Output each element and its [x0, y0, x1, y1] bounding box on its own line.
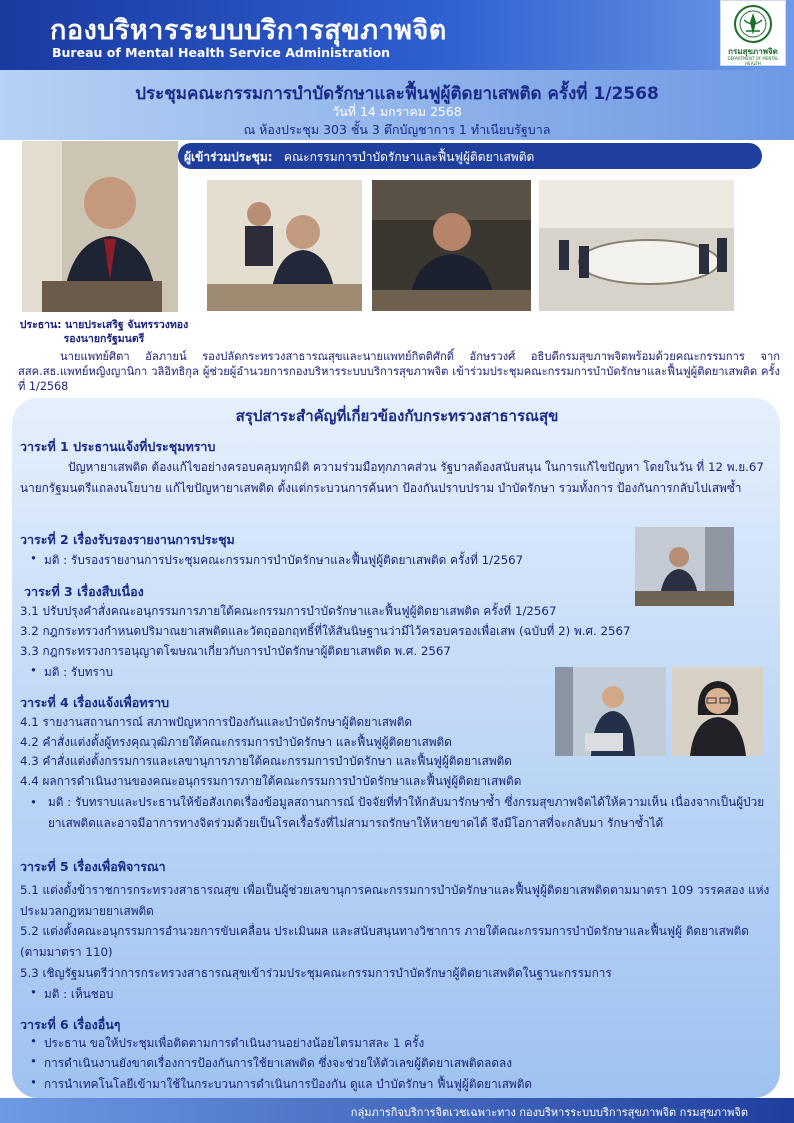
- agenda-3-item-1: 3.1 ปรับปรุงคำสั่งคณะอนุกรรมการภายใต้คณะกรรมการบำบัดรักษาและฟื้นฟูผู้ติดยาเสพติด ครั้งที่ 1/2567: [20, 604, 557, 618]
- agenda-1-text: ปัญหายาเสพติด ต้องแก้ไขอย่างครอบคลุมทุกมิติ ความร่วมมือทุกภาคส่วน รัฐบาลต้องสนับสนุน ในการแก้ไขปัญหา โดยในวัน ที่ 12 พ.ย.67 นายกรัฐมนตรีแถลงนโยบาย แก้ไขปัญหายาเสพติด ตั้งแต่กระบวนการค้นหา ป้องกันปราบปราม บำบัดรักษา รวมทั้งการ ป้องกันการกลับไปเสพซ้ำ: [20, 460, 764, 495]
- photo-conference-room: [539, 180, 734, 311]
- agenda-2-heading: วาระที่ 2 เรื่องรับรองรายงานการประชุม: [20, 532, 235, 547]
- meeting-date: วันที่ 14 มกราคม 2568: [332, 104, 462, 119]
- photo-meeting-attendees: [207, 180, 362, 311]
- attendees-value: คณะกรรมการบำบัดรักษาและฟื้นฟูผู้ติดยาเสพติด: [284, 150, 535, 164]
- agenda-5-item-1: 5.1 แต่งตั้งข้าราชการกระทรวงสาธารณสุข เพื่อเป็นผู้ช่วยเลขานุการคณะกรรมการบำบัดรักษาและฟื้นฟูผู้ติดยาเสพติดตามมาตรา 109 วรรคสอง แห่งประมวลกฎหมายยาเสพติด: [20, 883, 770, 918]
- agenda-3-resolution: • มติ : รับทราบ: [30, 663, 113, 682]
- footer-text: กลุ่มภารกิจบริการจิตเวชเฉพาะทาง กองบริหารระบบบริการสุขภาพจิต กรมสุขภาพจิต: [350, 1106, 748, 1119]
- summary-title: สรุปสาระสำคัญที่เกี่ยวข้องกับกระทรวงสาธารณสุข: [235, 407, 559, 425]
- agenda-5-item-3: 5.3 เชิญรัฐมนตรีว่าการกระทรวงสาธารณสุขเข้าร่วมประชุมคณะกรรมการบำบัดรักษาผู้ติดยาเสพติดในฐานะกรรมการ: [20, 966, 612, 980]
- agenda-4-item-2: 4.2 คำสั่งแต่งตั้งผู้ทรงคุณวุฒิภายใต้คณะกรรมการบำบัดรักษา และฟื้นฟูผู้ติดยาเสพติด: [20, 735, 452, 749]
- chair-position: รองนายกรัฐมนตรี: [63, 333, 145, 345]
- agenda-3-item-2: 3.2 กฎกระทรวงกำหนดปริมาณยาเสพติดและวัตถุออกฤทธิ์ที่ให้สันนิษฐานว่ามีไว้ครอบครองเพื่อเสพ (ฉบับที่ 2) พ.ศ. 2567: [20, 624, 631, 638]
- agenda-6-bullet-1: • ประธาน ขอให้ประชุมเพื่อติดตามการดำเนินงานอย่างน้อยไตรมาสละ 1 ครั้ง: [30, 1034, 424, 1053]
- department-logo: [720, 0, 786, 66]
- meeting-venue: ณ ห้องประชุม 303 ชั้น 3 ตึกบัญชาการ 1 ทำเนียบรัฐบาล: [243, 122, 551, 137]
- agenda-5-item-2: 5.2 แต่งตั้งคณะอนุกรรมการอำนวยการขับเคลื่อน ประเมินผล และสนับสนุนทางวิชาการ ภายใต้คณะกรรมการบำบัดรักษาและฟื้นฟูผู้ ติดยาเสพติด (ตามมาตรา 110): [20, 924, 749, 959]
- photo-young-man-laptop: [555, 667, 666, 756]
- lotus-seal-icon: [731, 4, 775, 44]
- photo-official-speaking: [372, 180, 531, 311]
- footer-bar: [0, 1098, 794, 1123]
- meeting-title: ประชุมคณะกรรมการบำบัดรักษาและฟื้นฟูผู้ติดยาเสพติด ครั้งที่ 1/2568: [135, 84, 659, 104]
- header-bar: [0, 0, 794, 70]
- agenda-6-heading: วาระที่ 6 เรื่องอื่นๆ: [20, 1017, 121, 1032]
- agenda-3-item-3: 3.3 กฎกระทรวงการอนุญาตโฆษณาเกี่ยวกับการบำบัดรักษาผู้ติดยาเสพติด พ.ศ. 2567: [20, 644, 451, 658]
- agenda-4-heading: วาระที่ 4 เรื่องแจ้งเพื่อทราบ: [20, 695, 170, 710]
- agenda-6-bullet-3: • การนำเทคโนโลยีเข้ามาใช้ในกระบวนการดำเนินการป้องกัน ดูแล บำบัดรักษา ฟื้นฟูผู้ติดยาเสพติด: [30, 1075, 532, 1094]
- agenda-4-resolution: • มติ : รับทราบและประธานให้ข้อสังเกตเรื่องข้อมูลสถานการณ์ ปัจจัยที่ทำให้กลับมารักษาซ้ำ ซึ่งกรมสุขภาพจิตได้ให้ความเห็น เนื่องจากเป็นผู้ป่วยยาเสพติดและอาจมีอาการทางจิตร่วมด้วยเป็นโรคเรื้อรังที่ไม่สามารถรักษาให้หายขาดได้ จึงมีโอกาสที่จะกลับมา รักษาซ้ำได้: [30, 795, 765, 830]
- agenda-1-heading: วาระที่ 1 ประธานแจ้งที่ประชุมทราบ: [20, 439, 216, 454]
- chair-caption: [4, 318, 204, 346]
- agenda-4-item-1: 4.1 รายงานสถานการณ์ สภาพปัญหาการป้องกันและบำบัดรักษาผู้ติดยาเสพติด: [20, 715, 413, 729]
- chair-name: ประธาน: นายประเสริฐ จันทรรวงทอง: [19, 319, 189, 331]
- attendees-label: ผู้เข้าร่วมประชุม:: [184, 150, 273, 164]
- photo-woman-glasses: [672, 667, 763, 756]
- header-title-english: Bureau of Mental Health Service Administration: [52, 45, 391, 60]
- agenda-4-item-3: 4.3 คำสั่งแต่งตั้งกรรมการและเลขานุการภายใต้คณะกรรมการบำบัดรักษา และฟื้นฟูผู้ติดยาเสพติด: [20, 754, 512, 768]
- attendees-bar: [178, 143, 762, 169]
- photo-chairman: [22, 141, 178, 312]
- logo-subtext: DEPARTMENT OF MENTAL HEALTH: [727, 56, 779, 66]
- header-title-thai: กองบริหารระบบบริการสุขภาพจิต: [50, 15, 447, 46]
- intro-paragraph: นายแพทย์ศิตา อัลภายน์ รองปลัดกระทรวงสาธารณสุขและนายแพทย์กิตติศักดิ์ อักษรวงศ์ อธิบดีกรมสุขภาพจิตพร้อมด้วยคณะกรรมการ จากสสค.สธ.แพทย์หญิงญานิกา วลิอิทธิกุล ผู้ช่วยผู้อำนวยการกองบริหารระบบบริการสุขภาพจิต เข้าร่วมประชุมคณะกรรมการบำบัดรักษาและฟื้นฟูผู้ติดยาเสพติด ครั้งที่ 1/2568: [18, 350, 780, 393]
- agenda-5-heading: วาระที่ 5 เรื่องเพื่อพิจารณา: [20, 859, 166, 874]
- agenda-4-item-4: 4.4 ผลการดำเนินงานของคณะอนุกรรมการภายใต้คณะกรรมการบำบัดรักษาและฟื้นฟูผู้ติดยาเสพติด: [20, 774, 522, 788]
- agenda-6-bullet-2: • การดำเนินงานยังขาดเรื่องการป้องกันการใช้ยาเสพติด ซึ่งจะช่วยให้ตัวเลขผู้ติดยาเสพติดลดลง: [30, 1054, 512, 1073]
- photo-desk-official: [635, 527, 734, 606]
- agenda-5-resolution: • มติ : เห็นชอบ: [30, 985, 113, 1004]
- agenda-3-heading: วาระที่ 3 เรื่องสืบเนื่อง: [24, 584, 144, 599]
- logo-text: กรมสุขภาพจิต: [728, 47, 778, 56]
- agenda-2-resolution: • มติ : รับรองรายงานการประชุมคณะกรรมการบำบัดรักษาและฟื้นฟูผู้ติดยาเสพติด ครั้งที่ 1/2567: [30, 551, 523, 570]
